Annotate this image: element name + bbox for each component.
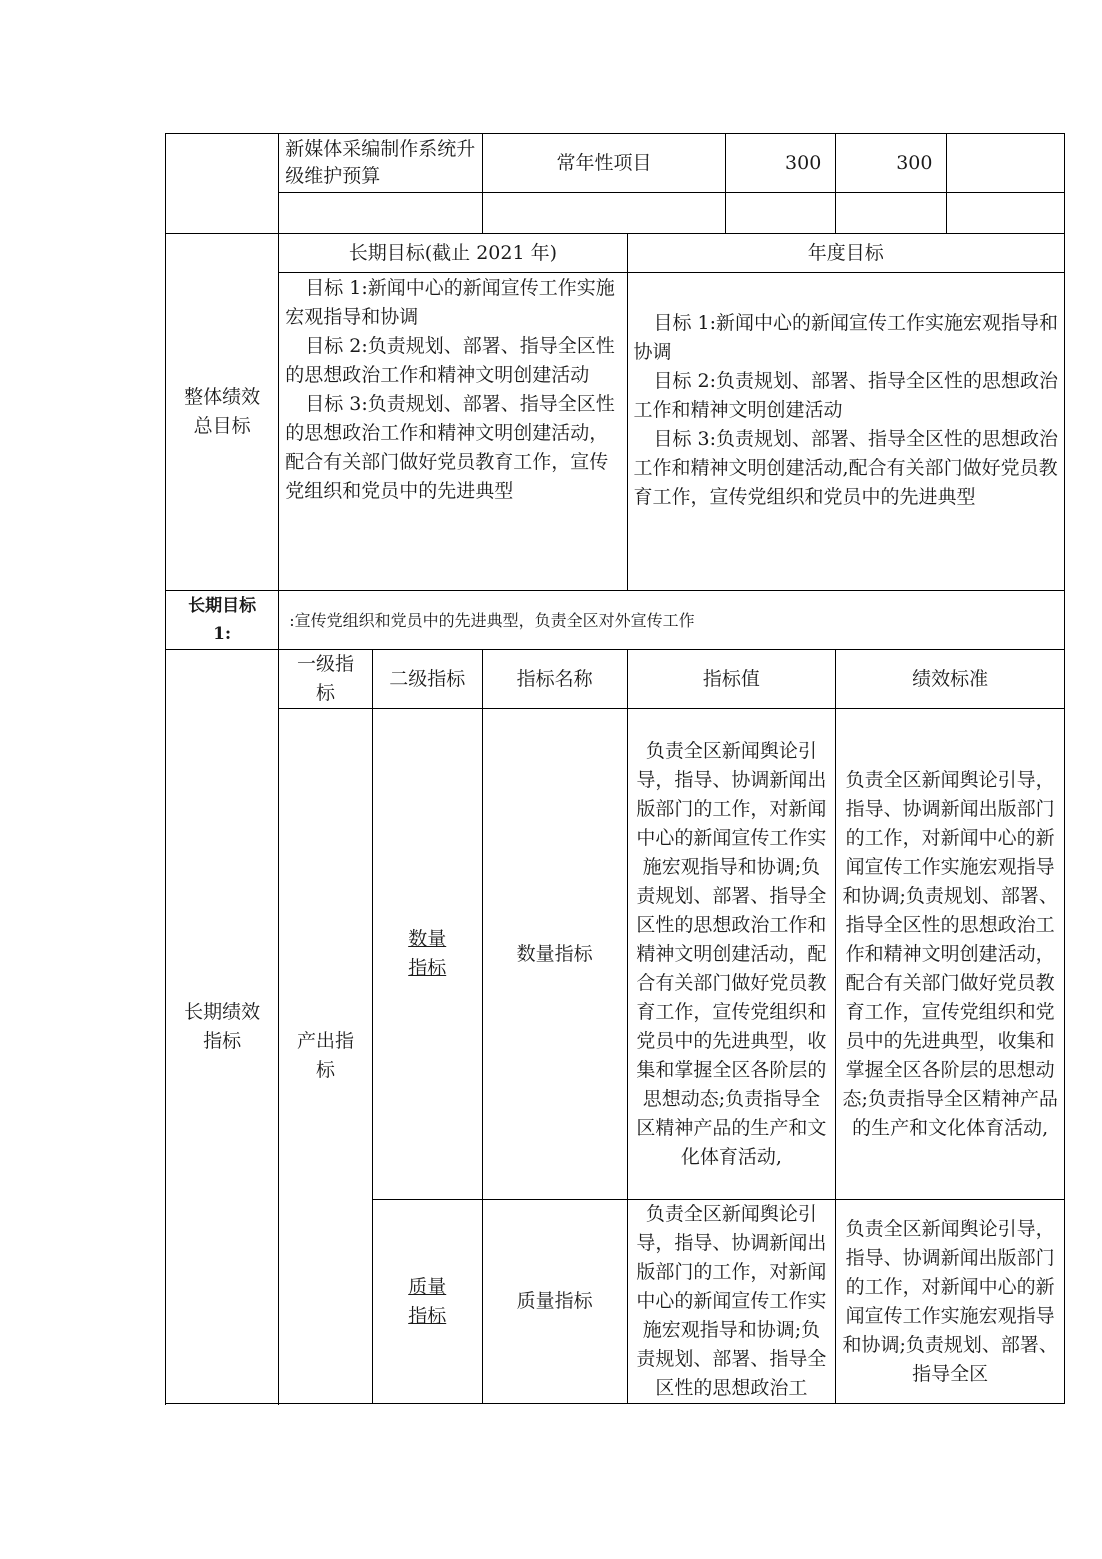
- annual-goal-header: 年度目标: [627, 234, 1064, 273]
- annual-goals: [627, 273, 1064, 591]
- level1-output-indicator: [279, 709, 372, 1404]
- budget-row: [166, 134, 1065, 193]
- overall-goal-label: [166, 234, 279, 591]
- overall-goal-header-row: [166, 234, 1065, 273]
- budget-item-name: [279, 193, 483, 234]
- budget-amount-3: [947, 193, 1065, 234]
- header-performance-standard: 绩效标准: [836, 650, 1065, 709]
- overall-goal-label-text: 整体绩效总目标: [184, 386, 261, 437]
- level2-quantity: [372, 709, 482, 1200]
- annual-goal-2: 目标 2:负责规划、部署、指导全区性的思想政治工作和精神文明创建活动: [633, 370, 1058, 421]
- level2-quality-text: 质量指标: [408, 1275, 447, 1327]
- level2-quality: [372, 1200, 482, 1404]
- indicator-value-quality: 负责全区新闻舆论引导，指导、协调新闻出版部门的工作，对新闻中心的新闻宣传工作实施宏观指导和协调;负责规划、部署、指导全区性的思想政治工: [627, 1200, 836, 1404]
- long-term-goal-header: 长期目标(截止 2021 年): [279, 234, 627, 273]
- budget-amount-3: [947, 134, 1065, 193]
- performance-standard-quality: 负责全区新闻舆论引导，指导、协调新闻出版部门的工作，对新闻中心的新闻宣传工作实施宏观指导和协调;负责规划、部署、指导全区: [836, 1200, 1065, 1404]
- header-indicator-name: 指标名称: [482, 650, 627, 709]
- budget-amount-2: 300: [836, 134, 947, 193]
- header-level2: 二级指标: [372, 650, 482, 709]
- indicator-row-quantity: [166, 709, 1065, 1200]
- budget-row: [166, 193, 1065, 234]
- budget-amount-2: [836, 193, 947, 234]
- indicator-section-label: [166, 650, 279, 1404]
- long-term-goal-2: 目标 2:负责规划、部署、指导全区性的思想政治工作和精神文明创建活动: [285, 335, 615, 386]
- header-indicator-value: 指标值: [627, 650, 836, 709]
- long-goal-1-row: [166, 591, 1065, 650]
- long-term-goal-1: 目标 1:新闻中心的新闻宣传工作实施宏观指导和协调: [285, 277, 615, 328]
- indicator-header-row: [166, 650, 1065, 709]
- indicator-name-quality: 质量指标: [482, 1200, 627, 1404]
- annual-goal-1: 目标 1:新闻中心的新闻宣传工作实施宏观指导和协调: [633, 312, 1058, 363]
- overall-goal-body-row: [166, 273, 1065, 591]
- budget-amount-1: [726, 193, 836, 234]
- indicator-name-quantity: 数量指标: [482, 709, 627, 1200]
- indicator-value-quantity: 负责全区新闻舆论引导，指导、协调新闻出版部门的工作，对新闻中心的新闻宣传工作实施宏观指导和协调;负责规划、部署、指导全区性的思想政治工作和精神文明创建活动，配合有关部门做好党员教育工作，宣传党组织和党员中的先进典型，收集和掌握全区各阶层的思想动态;负责指导全区精神产品的生产和文化体育活动,: [627, 709, 836, 1200]
- long-term-goals: [279, 273, 627, 591]
- budget-item-type: [482, 193, 725, 234]
- budget-amount-1: 300: [726, 134, 836, 193]
- long-term-goal-3: 目标 3:负责规划、部署、指导全区性的思想政治工作和精神文明创建活动，配合有关部门做好党员教育工作，宣传党组织和党员中的先进典型: [285, 393, 615, 502]
- header-level1: 一级指标: [279, 650, 372, 709]
- annual-goal-3: 目标 3:负责规划、部署、指导全区性的思想政治工作和精神文明创建活动,配合有关部门做好党员教育工作，宣传党组织和党员中的先进典型: [633, 428, 1058, 508]
- budget-label-cell: [166, 134, 279, 234]
- budget-item-name: 新媒体采编制作系统升级维护预算: [279, 134, 483, 193]
- level1-output-indicator-text: 产出指标: [296, 1030, 354, 1081]
- performance-table: [165, 133, 1065, 1404]
- level2-quantity-text: 数量指标: [408, 928, 447, 979]
- budget-item-type: 常年性项目: [482, 134, 725, 193]
- long-goal-1-text: :宣传党组织和党员中的先进典型，负责全区对外宣传工作: [279, 591, 1065, 650]
- performance-standard-quantity: 负责全区新闻舆论引导，指导、协调新闻出版部门的工作，对新闻中心的新闻宣传工作实施宏观指导和协调;负责规划、部署、指导全区性的思想政治工作和精神文明创建活动，配合有关部门做好党员教育工作，宣传党组织和党员中的先进典型，收集和掌握全区各阶层的思想动态;负责指导全区精神产品的生产和文化体育活动,: [836, 709, 1065, 1200]
- long-goal-1-label: 长期目标 1:: [166, 591, 279, 650]
- indicator-section-label-text: 长期绩效指标: [184, 1000, 261, 1052]
